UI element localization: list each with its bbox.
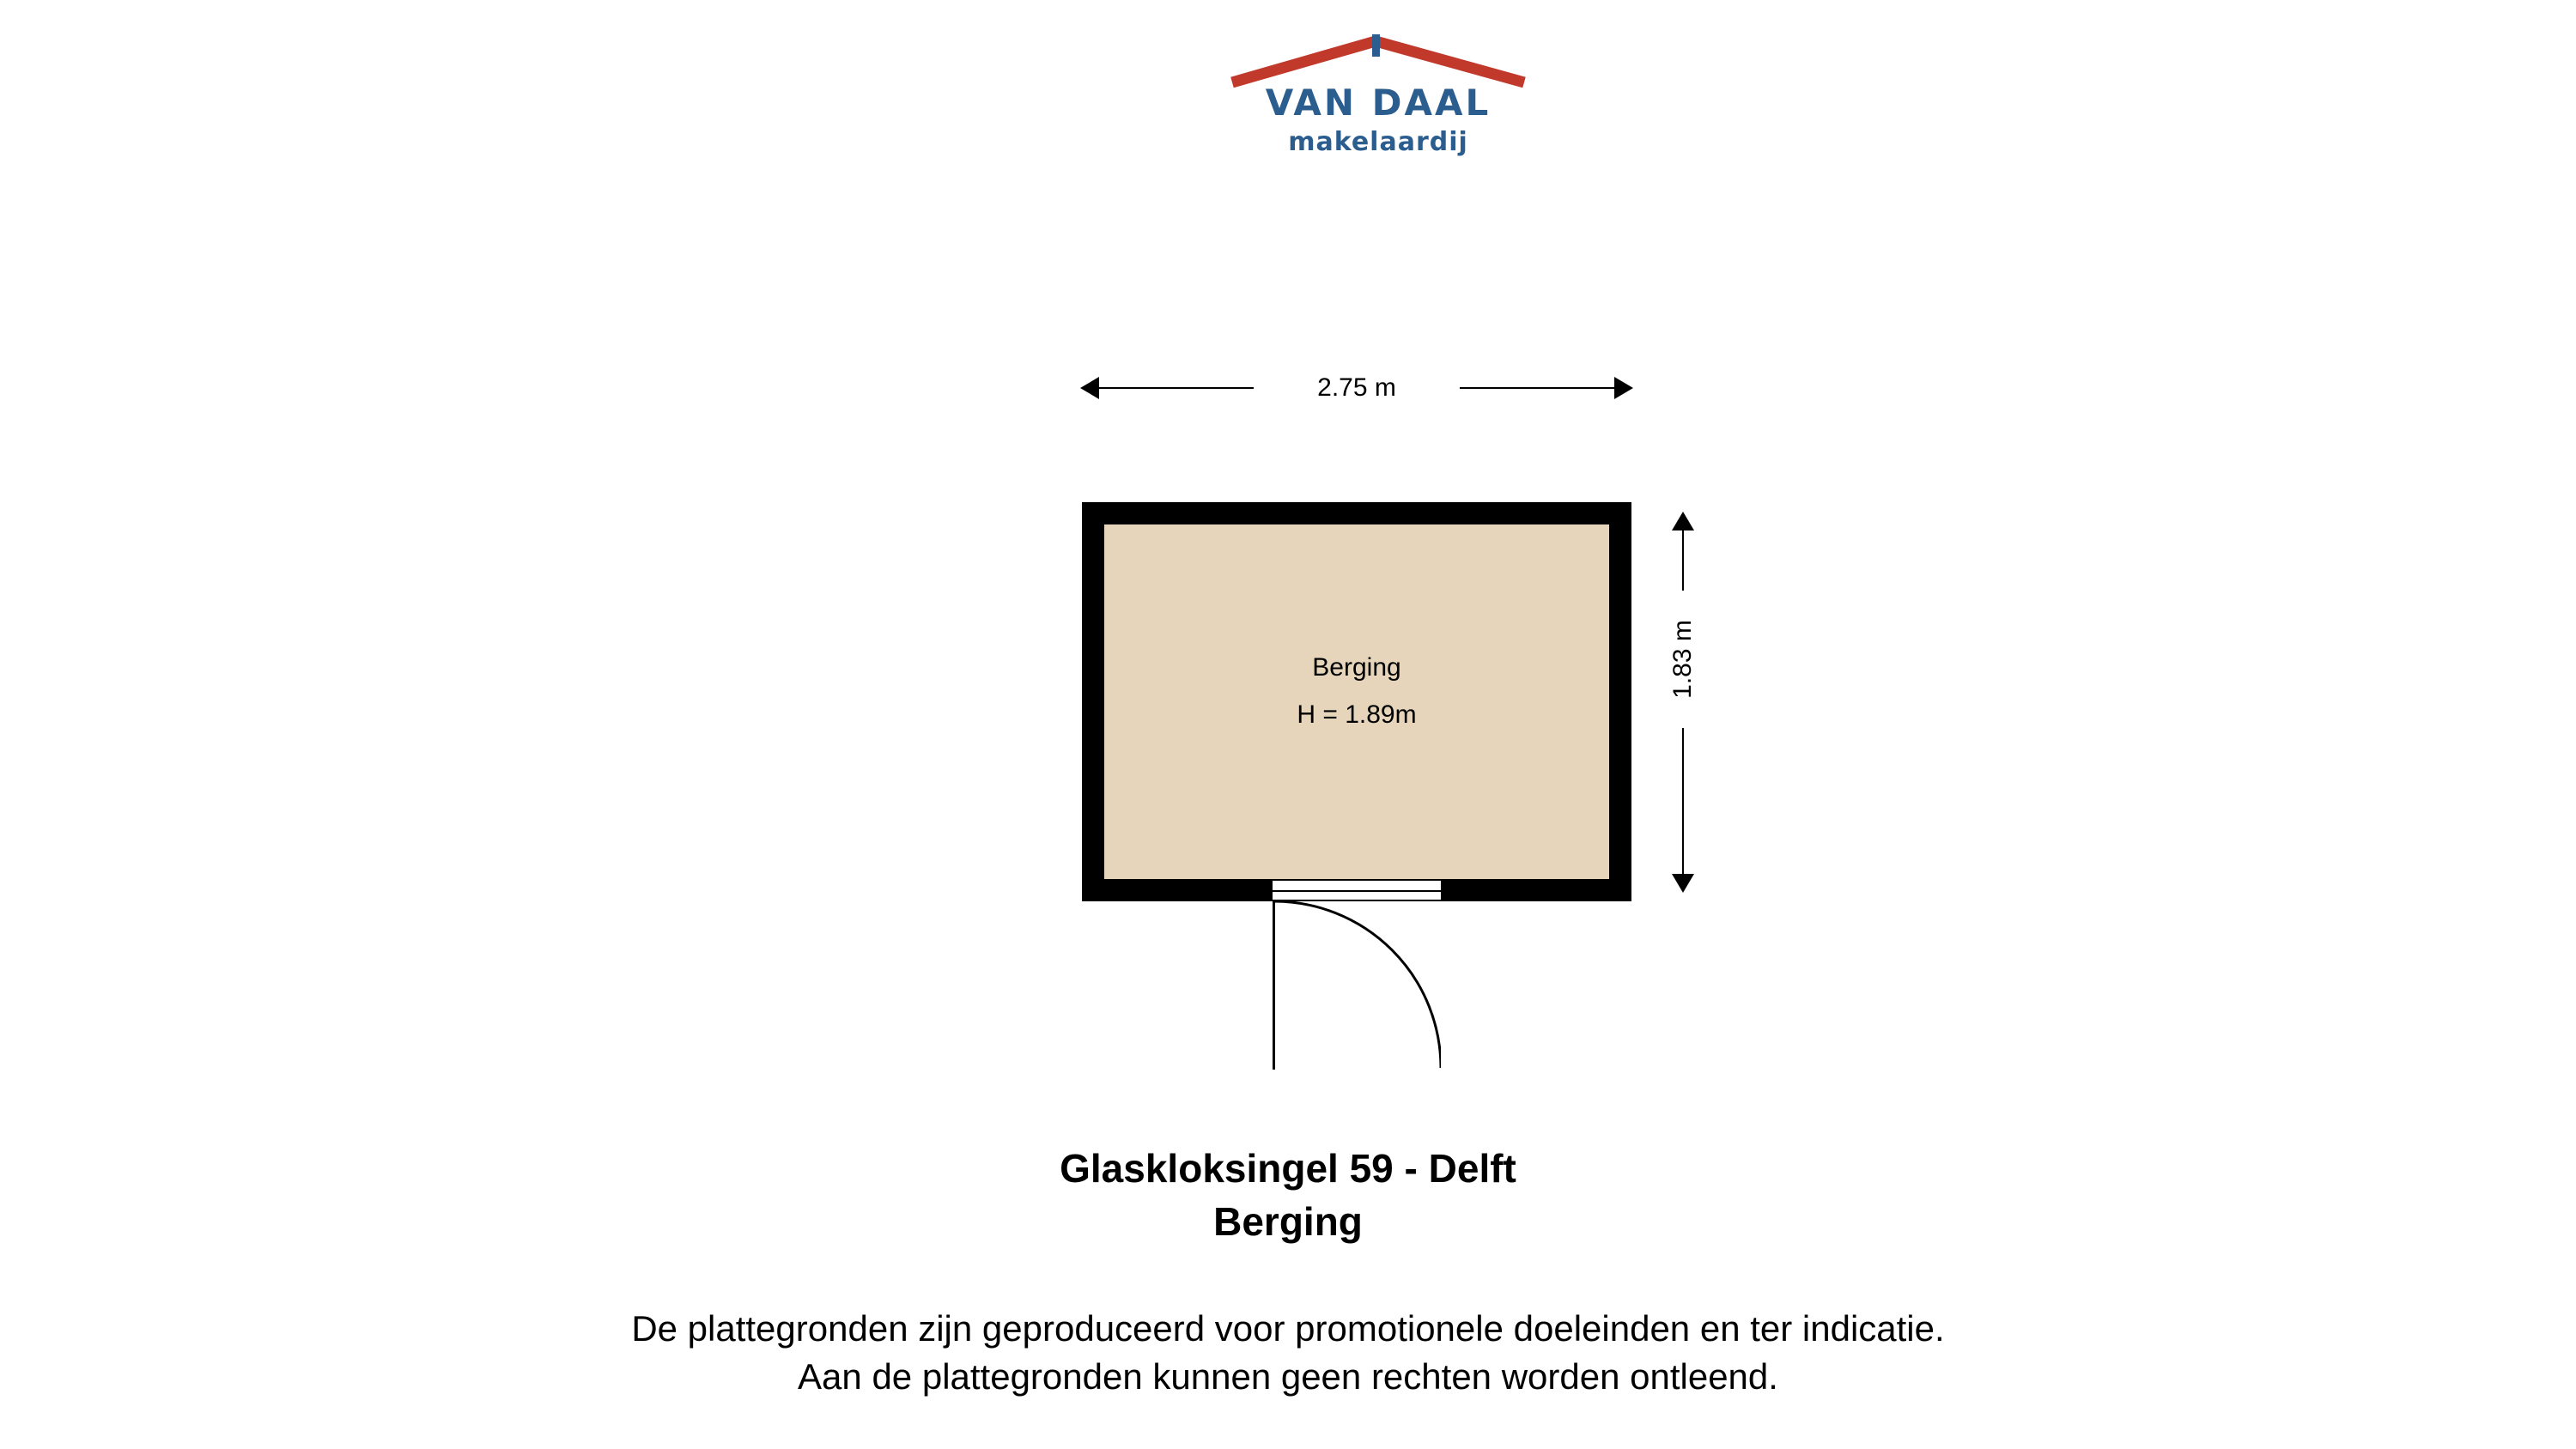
arrow-down-icon (1672, 874, 1694, 893)
room-berging (1104, 524, 1609, 879)
room-height-label: H = 1.89m (1297, 700, 1417, 729)
door-opening (1273, 879, 1441, 901)
door-arc (1273, 901, 1441, 1070)
arrow-up-icon (1672, 512, 1694, 530)
floorplan-diagram (987, 326, 1697, 1047)
company-logo (1228, 34, 1528, 189)
logo-subtitle-text: makelaardij (1288, 127, 1468, 157)
room-walls (1082, 502, 1631, 901)
arrow-left-icon (1080, 377, 1099, 399)
disclaimer-line-2: Aan de plattegronden kunnen geen rechten worden ontleend. (798, 1356, 1778, 1397)
dimension-width-label: 2.75 m (1254, 371, 1460, 405)
floor-title: Berging (1213, 1199, 1363, 1244)
dimension-height-label: 1.83 m (1666, 591, 1700, 728)
door-swing-icon (1273, 901, 1441, 1070)
dimension-width (1082, 371, 1631, 405)
logo-brand-text: VAN DAAL (1265, 82, 1492, 124)
disclaimer-line-1: De plattegronden zijn geproduceerd voor promotionele doeleinden en ter indicatie. (631, 1308, 1945, 1349)
disclaimer-text (0, 1305, 2576, 1401)
plan-caption (0, 1142, 2576, 1248)
roof-icon (1228, 34, 1528, 88)
address-title: Glaskloksingel 59 - Delft (1060, 1146, 1516, 1191)
arrow-right-icon (1614, 377, 1633, 399)
dimension-height (1666, 513, 1700, 891)
room-name-label: Berging (1312, 653, 1401, 682)
